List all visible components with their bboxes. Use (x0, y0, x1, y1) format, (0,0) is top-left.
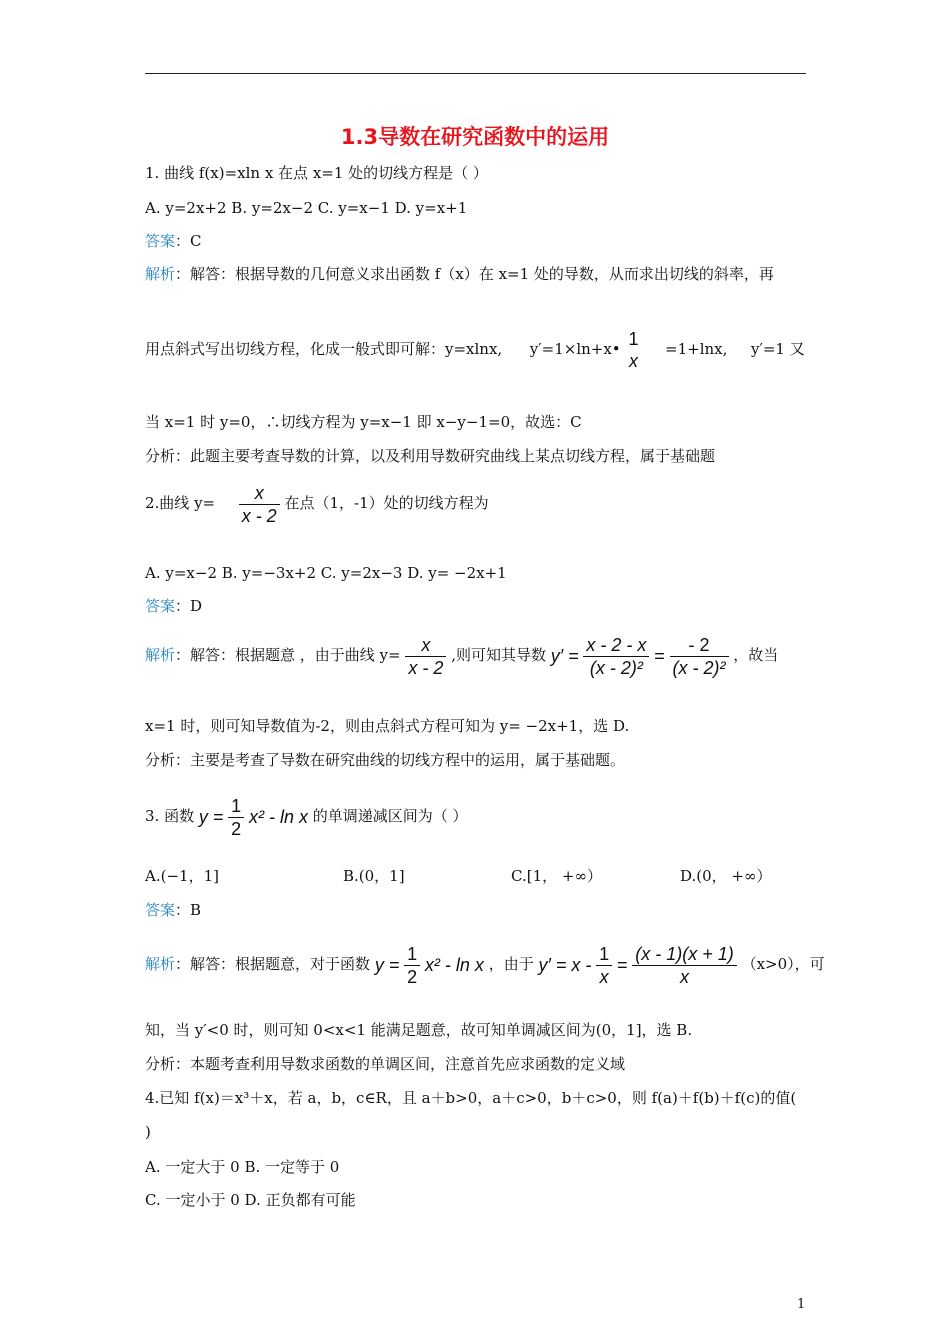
equals-sign: = (616, 955, 628, 975)
fraction-one-half: $\frac{1}{2}$ (404, 943, 420, 988)
answer-label: 答案 (145, 597, 176, 615)
function-rhs: x² - ln x (424, 955, 484, 975)
q2-answer (145, 596, 202, 616)
analysis-text: =1+lnx, (665, 340, 728, 358)
fraction-x-over-x-minus-2: $\frac{x}{x - 2}$ (239, 482, 280, 527)
answer-label: 答案 (145, 901, 176, 919)
analysis-text: y′=1 又 (750, 340, 805, 358)
q2-stem (145, 481, 489, 527)
analysis-text: ：解答：根据题意 ，由于曲线 y= (175, 646, 401, 664)
answer-label: 答案 (145, 232, 176, 250)
q1-summary: 分析：此题主要考查导数的计算，以及利用导数研究曲线上某点切线方程，属于基础题 (145, 447, 716, 465)
stem-text: 的单调递减区间为（ ） (312, 807, 468, 825)
q2-analysis-line2: x=1 时，则可知导数值为-2，则由点斜式方程可知为 y= −2x+1，选 D. (145, 717, 630, 735)
q1-analysis-line3: 当 x=1 时 y=0，∴切线方程为 y=x−1 即 x−y−1=0，故选：C (145, 413, 582, 431)
q1-analysis-line1 (145, 264, 774, 284)
derivative-expr: y′=1×ln+x• (529, 340, 621, 358)
analysis-text: 用点斜式写出切线方程，化成一般式即可解：y=xlnx, (145, 340, 503, 358)
page-number: 1 (797, 1297, 806, 1312)
answer-value: ：C (175, 232, 202, 250)
q2-options: A. y=x−2 B. y=−3x+2 C. y=2x−3 D. y= −2x+1 (145, 564, 507, 582)
q3-stem (145, 786, 468, 847)
analysis-label: 解析 (145, 646, 176, 664)
q3-analysis-line2: 知，当 y′<0 时，则可知 0<x<1 能满足题意，故可知单调减区间为(0，1]，选 B. (145, 1021, 693, 1039)
function-rhs: x² - ln x (248, 807, 308, 827)
q1-options: A. y=2x+2 B. y=2x−2 C. y=x−1 D. y=x+1 (145, 199, 468, 217)
header-rule (145, 73, 806, 74)
analysis-label: 解析 (145, 955, 176, 973)
q2-analysis-line1 (145, 630, 778, 681)
q4-stem-line1: 4.已知 f(x)＝x³＋x，若 a，b，c∈R，且 a＋b>0，a＋c>0，b＋c>0，则 f(a)＋f(b)＋f(c)的值( (145, 1089, 797, 1107)
analysis-text: ,则可知其导数 (451, 646, 546, 664)
derivative-lhs: y′ = x - (538, 955, 592, 975)
page-title: 1.3导数在研究函数中的运用 (340, 125, 610, 149)
analysis-text: （x>0），可 (741, 955, 825, 973)
stem-text: 2.曲线 y= (145, 494, 216, 512)
fraction-1-over-x: 1 x (628, 329, 639, 371)
q1-answer (145, 231, 202, 251)
q3-analysis-line1 (145, 932, 825, 997)
function-lhs: y = (198, 807, 224, 827)
q4-stem-line2: ) (145, 1123, 151, 1141)
analysis-text: ，由于 (488, 955, 534, 973)
stem-text: 在点（1，-1）处的切线方程为 (284, 494, 489, 512)
q1-analysis-line2 (145, 326, 805, 372)
analysis-label: 解析 (145, 265, 176, 283)
q3-option-a: A.(−1，1] (145, 867, 219, 885)
q1-stem: 1. 曲线 f(x)=xln x 在点 x=1 处的切线方程是（ ） (145, 164, 488, 182)
q4-options-line2: C. 一定小于 0 D. 正负都有可能 (145, 1191, 356, 1209)
answer-value: ：B (175, 901, 202, 919)
equals-sign: = (654, 646, 665, 666)
derivative-lhs: y′ = (550, 646, 579, 666)
fraction-factored: $\frac{(x - 1)(x + 1)}{x}$ (632, 943, 737, 988)
q4-options-line1: A. 一定大于 0 B. 一定等于 0 (145, 1158, 340, 1176)
q2-summary: 分析：主要是考查了导数在研究曲线的切线方程中的运用，属于基础题。 (145, 751, 626, 769)
q3-option-c: C.[1， +∞） (511, 867, 602, 885)
fraction-derivative-2: $\frac{- 2}{\text{(x - 2)²}}$ (670, 634, 729, 679)
analysis-text: ：解答：根据题意，对于函数 (175, 955, 371, 973)
q3-option-b: B.(0，1] (343, 867, 405, 885)
analysis-text: ：解答：根据导数的几何意义求出函数 f（x）在 x=1 处的导数，从而求出切线的斜率，再 (175, 265, 774, 283)
analysis-text: ，故当 (733, 646, 779, 664)
q3-summary: 分析：本题考查利用导数求函数的单调区间，注意首先应求函数的定义域 (145, 1055, 626, 1073)
q3-answer (145, 900, 201, 920)
fraction-derivative-1: $\frac{x - 2 - x}{\text{(x - 2)²}}$ (583, 634, 649, 679)
answer-value: ：D (175, 597, 203, 615)
fraction-one-half: $\frac{1}{2}$ (228, 795, 244, 840)
q3-option-d: D.(0， +∞） (680, 867, 772, 885)
fraction-one-over-x: $\frac{1}{x}$ (596, 943, 612, 988)
fraction-curve: $\frac{x}{x - 2}$ (405, 634, 446, 679)
stem-text: 3. 函数 (145, 807, 195, 825)
function-lhs: y = (374, 955, 400, 975)
